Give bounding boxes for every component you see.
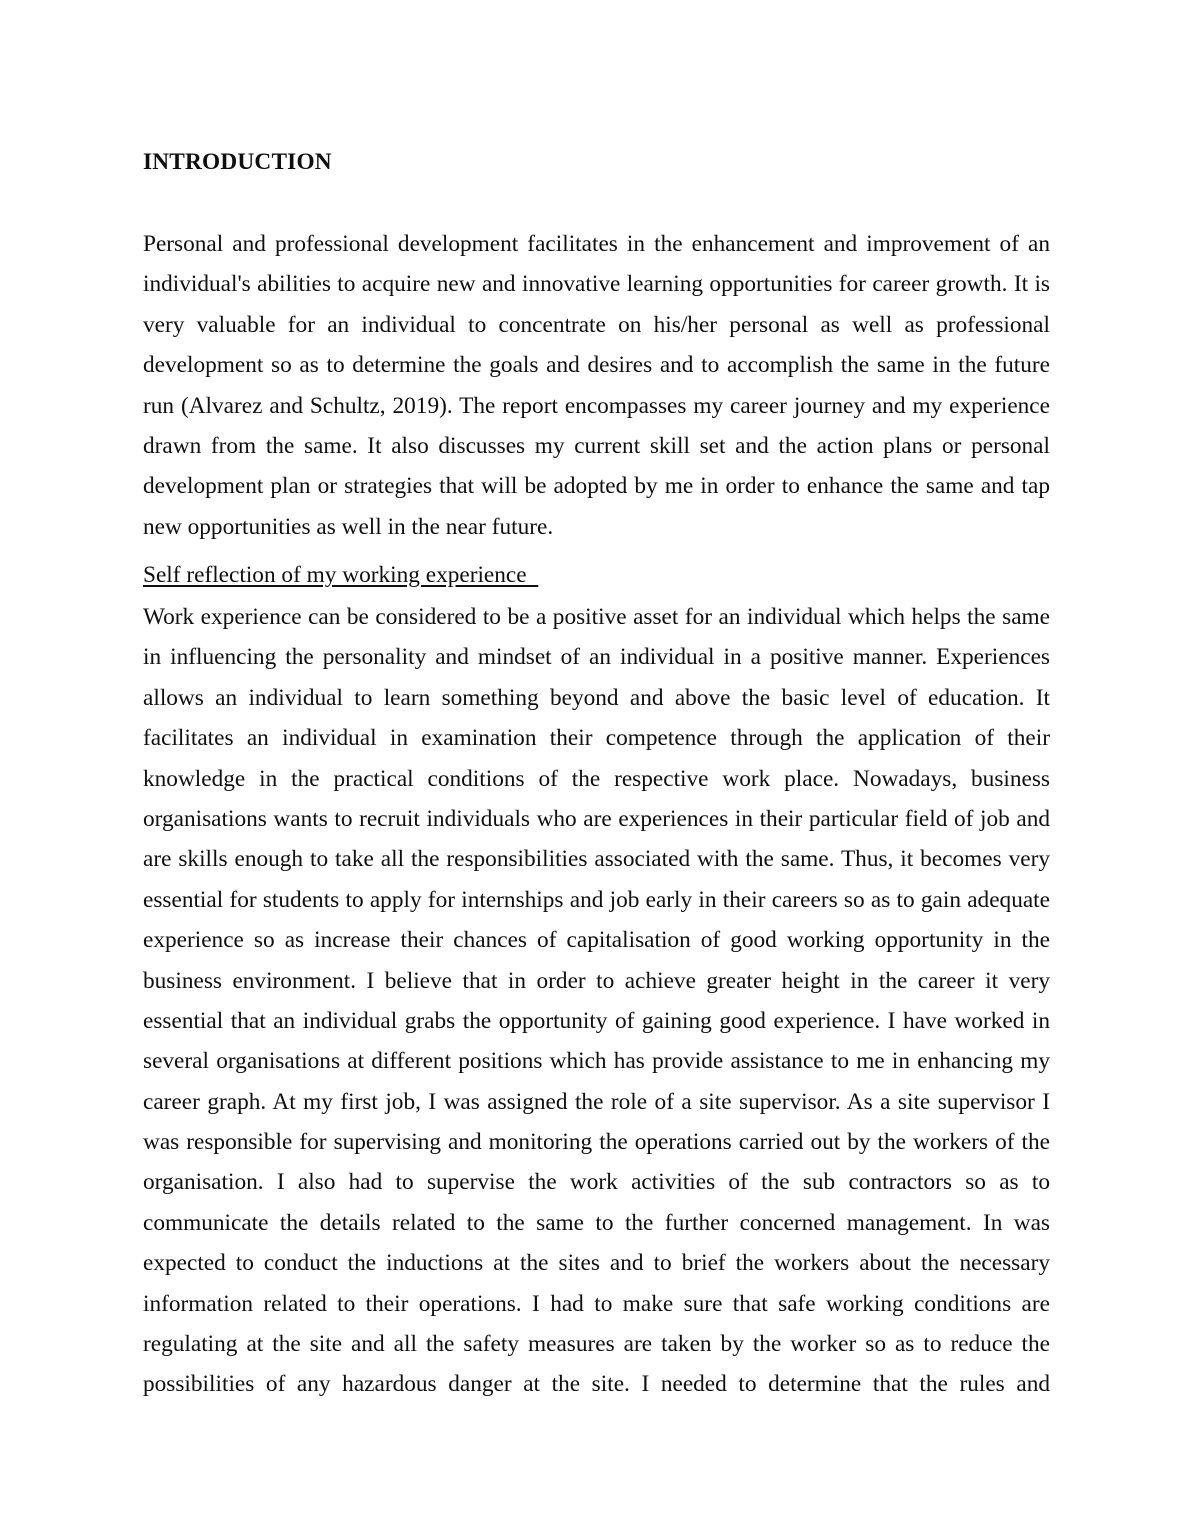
intro-paragraph (143, 224, 1050, 547)
text-line: communicate the details related to the same to the further concerned management. In was (143, 1209, 1050, 1236)
text-line: individual's abilities to acquire new and innovative learning opportunities for career growth. It is (143, 271, 1050, 298)
text-line: facilitates an individual in examination their competence through the application of their (143, 725, 1050, 752)
text-line: regulating at the site and all the safety measures are taken by the worker so as to reduce the (143, 1331, 1050, 1358)
text-line: expected to conduct the inductions at the sites and to brief the workers about the necessary (143, 1250, 1050, 1277)
text-line: experience so as increase their chances of capitalisation of good working opportunity in the (143, 927, 1050, 954)
text-line: development so as to determine the goals and desires and to accomplish the same in the future (143, 352, 1050, 379)
text-line: possibilities of any hazardous danger at the site. I needed to determine that the rules and (143, 1371, 1050, 1398)
text-line: business environment. I believe that in order to achieve greater height in the career it very (143, 967, 1050, 994)
text-line: very valuable for an individual to concentrate on his/her personal as well as professional (143, 311, 1050, 338)
text-line: career graph. At my first job, I was assigned the role of a site supervisor. As a site supervisor I (143, 1088, 1050, 1115)
subheading: Self reflection of my working experience (143, 562, 539, 588)
text-line: are skills enough to take all the responsibilities associated with the same. Thus, it becomes very (143, 846, 1050, 873)
section-heading: INTRODUCTION (143, 149, 332, 175)
text-line: drawn from the same. It also discusses my current skill set and the action plans or personal (143, 432, 1050, 459)
text-line: new opportunities as well in the near future. (143, 513, 554, 540)
text-line: essential for students to apply for internships and job early in their careers so as to gain adequate (143, 886, 1050, 913)
text-line: development plan or strategies that will be adopted by me in order to enhance the same and tap (143, 473, 1050, 500)
text-line: Personal and professional development facilitates in the enhancement and improvement of an (143, 231, 1050, 257)
body-paragraph (143, 597, 1050, 1405)
text-line: Work experience can be considered to be a positive asset for an individual which helps the same (143, 604, 1050, 630)
text-line: organisation. I also had to supervise the work activities of the sub contractors so as to (143, 1169, 1050, 1196)
text-line: was responsible for supervising and monitoring the operations carried out by the workers of the (143, 1129, 1050, 1156)
text-line: run (Alvarez and Schultz, 2019). The report encompasses my career journey and my experience (143, 392, 1050, 419)
text-line: essential that an individual grabs the opportunity of gaining good experience. I have worked in (143, 1007, 1050, 1034)
text-line: allows an individual to learn something beyond and above the basic level of education. It (143, 684, 1050, 711)
text-line: organisations wants to recruit individuals who are experiences in their particular field of job and (143, 805, 1050, 832)
text-line: knowledge in the practical conditions of the respective work place. Nowadays, business (143, 765, 1050, 792)
text-line: in influencing the personality and mindset of an individual in a positive manner. Experiences (143, 644, 1050, 671)
text-line: information related to their operations. I had to make sure that safe working conditions are (143, 1290, 1050, 1317)
text-line: several organisations at different positions which has provide assistance to me in enhancing my (143, 1048, 1050, 1075)
